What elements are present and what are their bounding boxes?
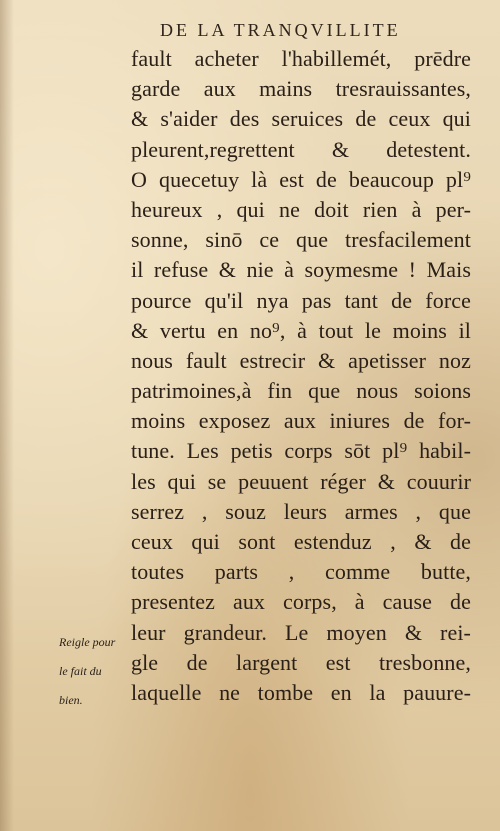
text-line: tune. Les petis corps sōt pl⁹ habil- (131, 438, 471, 464)
text-line: moins exposez aux iniures de for- (131, 408, 471, 434)
margin-note-line: bien. (59, 693, 83, 707)
body-text (131, 44, 471, 708)
text-line: laquelle ne tombe en la pauure- (131, 679, 471, 705)
text-line: patrimoines,à fin que nous soions (131, 378, 471, 404)
text-line: leur grandeur. Le moyen & rei- (131, 619, 471, 645)
text-line: il refuse & nie à soymesme ! Mais (131, 257, 471, 283)
text-line: toutes parts , comme butte, (131, 559, 471, 585)
text-line: O quecetuy là est de beaucoup pl⁹ (131, 166, 471, 192)
text-line: heureux , qui ne doit rien à per- (131, 196, 471, 222)
text-line: gle de largent est tresbonne, (131, 649, 471, 675)
margin-note-line: Reigle pour (59, 635, 116, 649)
text-line: ceux qui sont estenduz , & de (131, 529, 471, 554)
text-line: garde aux mains tresrauissantes, (131, 76, 471, 102)
text-line: nous fault estrecir & apetisser noz (131, 347, 471, 373)
running-head: DE LA TRANQVILLITE (160, 20, 401, 40)
margin-note-line: le fait du (59, 664, 102, 678)
text-line: sonne, sinō ce que tresfacilement (131, 227, 471, 253)
marginal-note (59, 628, 134, 715)
text-line: & vertu en no⁹, à tout le moins il (131, 317, 471, 343)
text-line: pource qu'il nya pas tant de force (131, 287, 471, 313)
text-line: serrez , souz leurs armes , que (131, 498, 471, 524)
text-line: pleurent,regrettent & detestent. (131, 136, 471, 162)
text-line: les qui se peuuent réger & couurir (131, 468, 471, 494)
text-line: & s'aider des seruices de ceux qui (131, 106, 471, 132)
page-gutter-shadow (0, 0, 14, 831)
text-line: fault acheter l'habillemét, prēdre (131, 46, 471, 71)
text-line: presentez aux corps, à cause de (131, 589, 471, 615)
